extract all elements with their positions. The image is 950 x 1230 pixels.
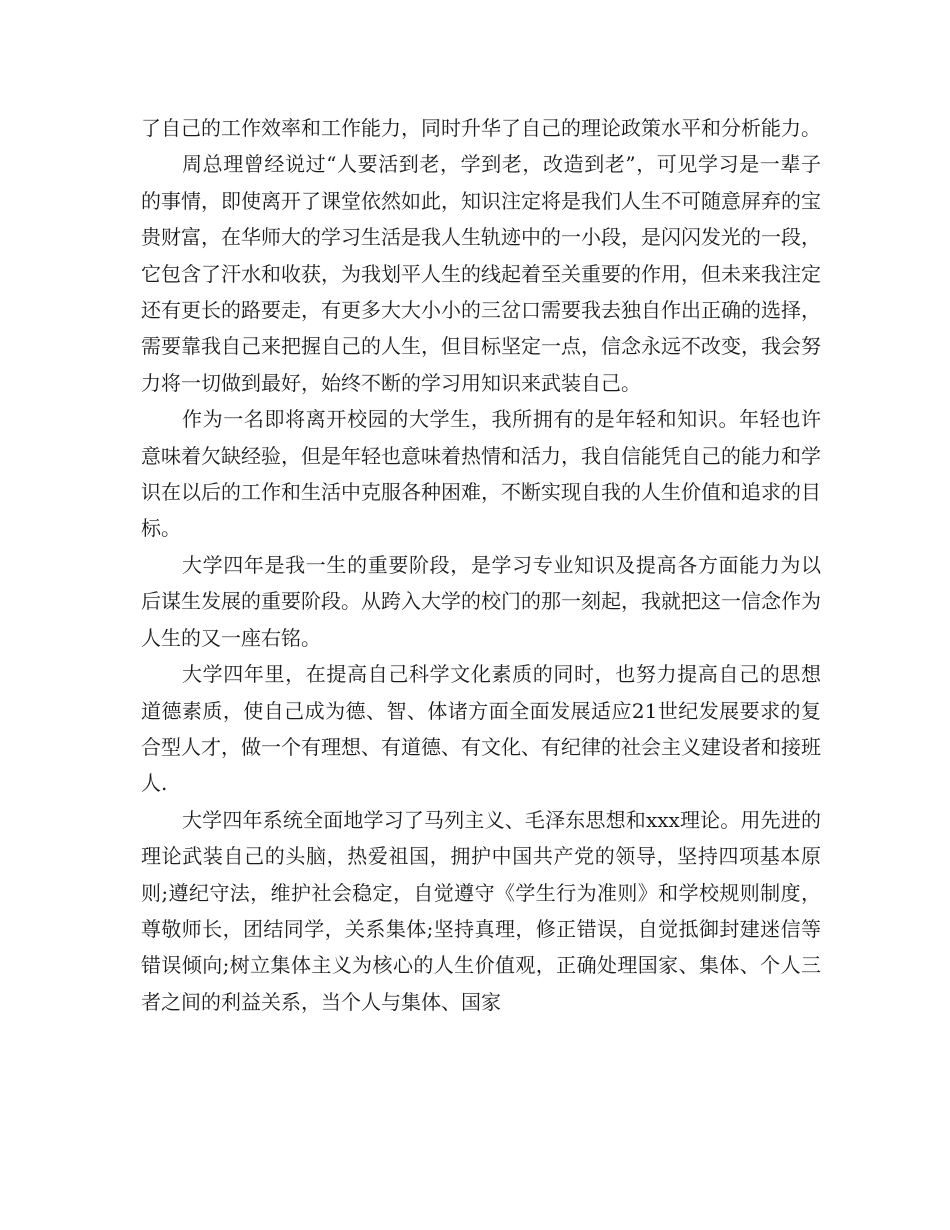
- paragraph-1: 了自己的工作效率和工作能力，同时升华了自己的理论政策水平和分析能力。: [141, 116, 821, 140]
- document-body: [141, 110, 821, 1020]
- paragraph-5: 大学四年里，在提高自己科学文化素质的同时，也努力提高自己的思想道德素质，使自己成为德、智、体诸方面全面发展适应21世纪发展要求的复合型人才，做一个有理想、有道德、有文化、有纪律的社会主义建设者和接班人.: [141, 662, 821, 796]
- paragraph-2: 周总理曾经说过“人要活到老，学到老，改造到老”，可见学习是一辈子的事情，即使离开了课堂依然如此，知识注定将是我们人生不可随意屏弃的宝贵财富，在华师大的学习生活是我人生轨迹中的一小段，是闪闪发光的一段，它包含了汗水和收获，为我划平人生的线起着至关重要的作用，但未来我注定还有更长的路要走，有更多大大小小的三岔口需要我去独自作出正确的选择，需要靠我自己来把握自己的人生，但目标坚定一点，信念永远不改变，我会努力将一切做到最好，始终不断的学习用知识来武装自己。: [141, 152, 821, 395]
- paragraph-4: 大学四年是我一生的重要阶段，是学习专业知识及提高各方面能力为以后谋生发展的重要阶段。从跨入大学的校门的那一刻起，我就把这一信念作为人生的又一座右铭。: [141, 552, 821, 650]
- paragraph-6: 大学四年系统全面地学习了马列主义、毛泽东思想和xxx理论。用先进的理论武装自己的头脑，热爱祖国，拥护中国共产党的领导，坚持四项基本原则;遵纪守法，维护社会稳定，自觉遵守《学生行为准则》和学校规则制度，尊敬师长，团结同学，关系集体;坚持真理，修正错误，自觉抵御封建迷信等错误倾向;树立集体主义为核心的人生价值观，正确处理国家、集体、个人三者之间的利益关系，当个人与集体、国家: [141, 807, 821, 1014]
- paragraph-3: 作为一名即将离开校园的大学生，我所拥有的是年轻和知识。年轻也许意味着欠缺经验，但是年轻也意味着热情和活力，我自信能凭自己的能力和学识在以后的工作和生活中克服各种困难，不断实现自我的人生价值和追求的目标。: [141, 407, 821, 541]
